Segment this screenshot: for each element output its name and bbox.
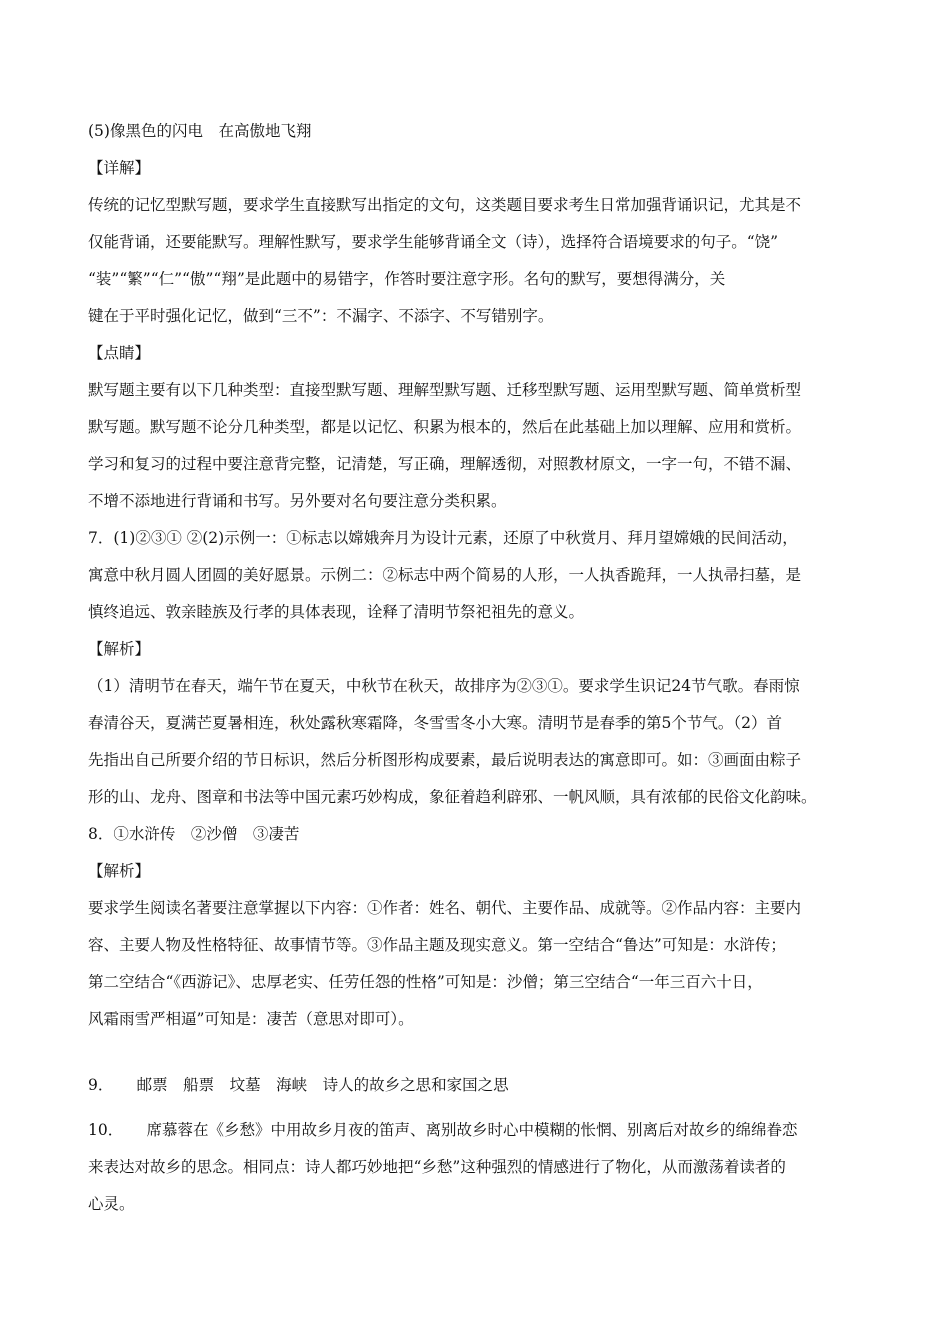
heading-analysis: 【解析】: [88, 640, 151, 658]
heading-detail: 【详解】: [88, 159, 151, 177]
paragraph-line: 第二空结合“《西游记》、忠厚老实、任劳任怨的性格”可知是：沙僧；第三空结合“一年三百六十日，: [88, 973, 763, 991]
answer-6-5: (5)像黑色的闪电 在高傲地飞翔: [88, 122, 312, 140]
paragraph-line: 寓意中秋月圆人团圆的美好愿景。示例二：②标志中两个简易的人形，一人执香跪拜，一人执帚扫墓，是: [88, 566, 802, 584]
paragraph-line: 要求学生阅读名著要注意掌握以下内容：①作者：姓名、朝代、主要作品、成就等。②作品内容：主要内: [88, 899, 802, 917]
paragraph-line: 春清谷天，夏满芒夏暑相连，秋处露秋寒霜降，冬雪雪冬小大寒。清明节是春季的第5个节气。（2）首: [88, 714, 782, 732]
paragraph-line: 传统的记忆型默写题，要求学生直接默写出指定的文句，这类题目要求考生日常加强背诵识记，尤其是不: [88, 196, 802, 214]
paragraph-line: “装”“繁”“仁”“傲”“翔”是此题中的易错字，作答时要注意字形。名句的默写，要想得满分，关: [88, 270, 726, 288]
answer-10: 10． 席慕蓉在《乡愁》中用故乡月夜的笛声、离别故乡时心中模糊的怅惘、别离后对故乡的绵绵眷恋: [88, 1121, 798, 1139]
paragraph-line: 容、主要人物及性格特征、故事情节等。③作品主题及现实意义。第一空结合“鲁达”可知是：水浒传；: [88, 936, 786, 954]
paragraph-line: 慎终追远、敦亲睦族及行孝的具体表现，诠释了清明节祭祀祖先的意义。: [88, 603, 585, 621]
paragraph-line: 默写题主要有以下几种类型：直接型默写题、理解型默写题、迁移型默写题、运用型默写题、简单赏析型: [88, 381, 802, 399]
paragraph-line: 心灵。: [88, 1195, 135, 1213]
heading-tip: 【点睛】: [88, 344, 151, 362]
answer-7: 7．(1)②③① ②(2)示例一：①标志以嫦娥奔月为设计元素，还原了中秋赏月、拜月望嫦娥的民间活动，: [88, 529, 798, 547]
paragraph-line: 先指出自己所要介绍的节日标识，然后分析图形构成要素，最后说明表达的寓意即可。如：③画面由粽子: [88, 751, 802, 769]
paragraph-line: 键在于平时强化记忆，做到“三不”：不漏字、不添字、不写错别字。: [88, 307, 554, 325]
paragraph-line: 形的山、龙舟、图章和书法等中国元素巧妙构成，象征着趋利辟邪、一帆风顺，具有浓郁的民俗文化韵味。: [88, 788, 817, 806]
paragraph-line: 风霜雨雪严相逼”可知是：凄苦（意思对即可）。: [88, 1010, 414, 1028]
paragraph-line: 学习和复习的过程中要注意背完整，记清楚，写正确，理解透彻，对照教材原文，一字一句，不错不漏、: [88, 455, 802, 473]
paragraph-line: 不增不添地进行背诵和书写。另外要对名句要注意分类积累。: [88, 492, 507, 510]
heading-analysis: 【解析】: [88, 862, 151, 880]
paragraph-line: 仅能背诵，还要能默写。理解性默写，要求学生能够背诵全文（诗），选择符合语境要求的句子。“饶”: [88, 233, 779, 251]
paragraph-line: （1）清明节在春天，端午节在夏天，中秋节在秋天，故排序为②③①。要求学生识记24节气歌。春雨惊: [88, 677, 800, 695]
answer-8: 8．①水浒传 ②沙僧 ③凄苦: [88, 825, 300, 843]
paragraph-line: 来表达对故乡的思念。相同点：诗人都巧妙地把“乡愁”这种强烈的情感进行了物化，从而激荡着读者的: [88, 1158, 786, 1176]
answer-9: 9． 邮票 船票 坟墓 海峡 诗人的故乡之思和家国之思: [88, 1076, 509, 1094]
paragraph-line: 默写题。默写题不论分几种类型，都是以记忆、积累为根本的，然后在此基础上加以理解、应用和赏析。: [88, 418, 802, 436]
